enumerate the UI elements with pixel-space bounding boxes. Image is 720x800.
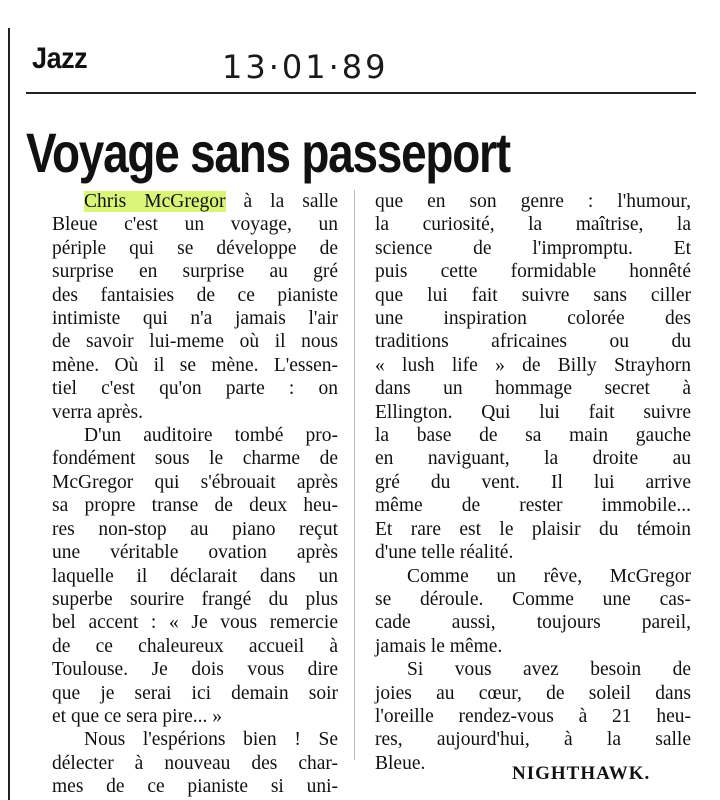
article-line: que lui fait suivre sans ciller xyxy=(375,284,691,306)
article-line: laquelle il déclarait dans un xyxy=(52,565,338,587)
highlighted-name: Chris McGregor xyxy=(84,191,226,212)
article-line: mes de ce pianiste si uni- xyxy=(52,776,338,798)
article-line: en naviguant, la droite au xyxy=(375,448,691,470)
article-line: fondément sous le charme de xyxy=(52,448,338,470)
article-line: que en son genre : l'humour, xyxy=(375,191,691,212)
article-line: McGregor qui s'ébrouait après xyxy=(52,471,338,493)
article-line: sa propre transe de deux heu- xyxy=(52,495,338,517)
article-line: Si vous avez besoin de xyxy=(407,659,691,681)
article-line: d'une telle réalité. xyxy=(375,542,514,564)
article-line: intimiste qui n'a jamais l'air xyxy=(52,308,338,330)
article-line: une véritable ovation après xyxy=(52,542,338,564)
article-line: res non-stop au piano reçut xyxy=(52,518,338,540)
section-label: Jazz xyxy=(32,42,88,75)
article-line: délecter à nouveau des char- xyxy=(52,752,338,774)
article-column-right xyxy=(375,190,691,775)
header-rule xyxy=(26,92,696,94)
article-line: Bleue. xyxy=(375,752,426,774)
article-line: une inspiration colorée des xyxy=(375,308,691,330)
article-line: « lush life » de Billy Strayhorn xyxy=(375,354,691,376)
article-line: tiel c'est qu'on parte : on xyxy=(52,378,338,400)
article-line: surprise en surprise au gré xyxy=(52,261,338,283)
article-line xyxy=(52,190,338,213)
article-line: dans un hommage secret à xyxy=(375,378,691,400)
article-line: se déroule. Comme une cas- xyxy=(375,588,691,610)
article-line: puis cette formidable honnêté xyxy=(375,261,691,283)
author-signature: NIGHTHAWK. xyxy=(512,763,651,784)
article-line: Ellington. Qui lui fait suivre xyxy=(375,401,691,423)
article-column-left xyxy=(52,190,338,799)
article-line: Bleue c'est un voyage, un xyxy=(52,214,338,236)
article-line: que je serai ici demain soir xyxy=(52,682,338,704)
article-line: Nous l'espérions bien ! Se xyxy=(84,729,338,751)
article-line: la base de sa main gauche xyxy=(375,425,691,447)
article-line: des fantaisies de ce pianiste xyxy=(52,284,338,306)
article-line: jamais le même. xyxy=(375,635,503,657)
article-line: même de rester immobile... xyxy=(375,495,691,517)
article-line: D'un auditoire tombé pro- xyxy=(84,425,338,447)
article-line: la curiosité, la maîtrise, la xyxy=(375,214,691,236)
article-line: superbe sourire frangé du plus xyxy=(52,588,338,610)
article-line: bel accent : « Je vous remercie xyxy=(52,612,338,634)
article-headline: Voyage sans passeport xyxy=(26,121,510,184)
clipping-edge-rule xyxy=(8,28,10,800)
article-line: res, aujourd'hui, à la salle xyxy=(375,729,691,751)
article-line: de ce chaleureux accueil à xyxy=(52,635,338,657)
article-line: Et rare est le plaisir du témoin xyxy=(375,518,691,540)
article-line: joies au cœur, de soleil dans xyxy=(375,682,691,704)
article-line: cade aussi, toujours pareil, xyxy=(375,612,691,634)
article-line: gré du vent. Il lui arrive xyxy=(375,471,691,493)
column-divider xyxy=(354,190,355,760)
article-line: Comme un rêve, McGregor xyxy=(407,565,691,587)
first-line-rest: à la salle xyxy=(225,191,338,212)
article-line: et que ce sera pire... » xyxy=(52,705,222,727)
article-line: de savoir lui-meme où il nous xyxy=(52,331,338,353)
article-line: traditions africaines ou du xyxy=(375,331,691,353)
article-line: verra après. xyxy=(52,401,143,423)
article-line: l'oreille rendez-vous à 21 heu- xyxy=(375,705,691,727)
article-line: Toulouse. Je dois vous dire xyxy=(52,659,338,681)
article-line: mène. Où il se mène. L'essen- xyxy=(52,354,338,376)
handwritten-date: 13·01·89 xyxy=(222,48,389,86)
article-line: science de l'impromptu. Et xyxy=(375,237,691,259)
article-line: périple qui se développe de xyxy=(52,237,338,259)
